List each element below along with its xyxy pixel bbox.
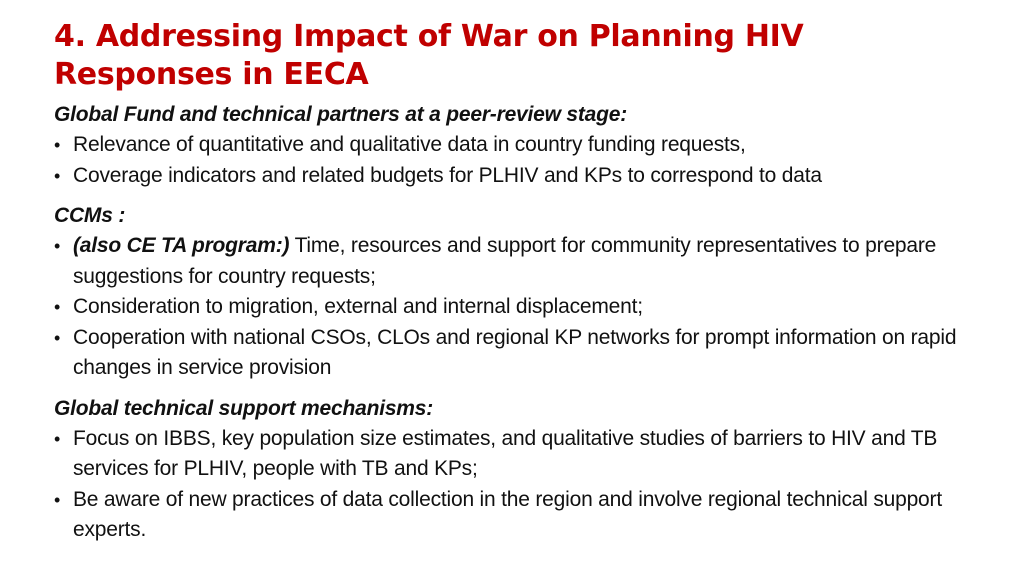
- bullet-item: [54, 130, 984, 161]
- section-heading: Global technical support mechanisms:: [54, 396, 434, 420]
- bullet-icon: •: [54, 428, 61, 449]
- bullet-icon: •: [54, 135, 61, 155]
- bullet-text: Relevance of quantitative and qualitative data in country funding requests,: [73, 133, 746, 156]
- slide-content: [54, 100, 984, 556]
- bullet-icon: •: [54, 327, 61, 348]
- bullet-item: [54, 161, 984, 192]
- bullet-item: [54, 292, 984, 323]
- bullet-item: [54, 323, 984, 384]
- bullet-icon: •: [54, 165, 61, 186]
- slide-title: 4. Addressing Impact of War on Planning HIV Responses in EECA: [54, 19, 804, 92]
- bullet-icon: •: [54, 489, 61, 510]
- bullet-text: Consideration to migration, external and internal displacement;: [73, 295, 643, 318]
- bullet-list: [54, 424, 984, 546]
- bullet-list: [54, 130, 984, 191]
- bullet-item: [54, 485, 984, 546]
- bullet-item: [54, 231, 984, 292]
- bullet-text: Cooperation with national CSOs, CLOs and regional KP networks for prompt information on rapid changes in service provision: [73, 325, 957, 379]
- bullet-lead: (also CE TA program:): [73, 234, 290, 257]
- bullet-text: Coverage indicators and related budgets for PLHIV and KPs to correspond to data: [73, 163, 822, 187]
- section-heading: Global Fund and technical partners at a peer-review stage:: [54, 103, 628, 126]
- bullet-text: Time, resources and support for community representatives to prepare suggestions for country requests;: [73, 234, 937, 288]
- bullet-icon: •: [54, 297, 61, 317]
- section-technical-support: [54, 394, 984, 546]
- section-heading: CCMs :: [54, 204, 126, 227]
- section-global-fund: [54, 100, 984, 191]
- bullet-text: Focus on IBBS, key population size estimates, and qualitative studies of barriers to HIV and TB services for PLHIV, people with TB and KPs;: [73, 426, 938, 480]
- bullet-text: Be aware of new practices of data collection in the region and involve regional technical support experts.: [73, 487, 942, 541]
- section-ccms: [54, 201, 984, 384]
- bullet-item: [54, 424, 984, 485]
- bullet-icon: •: [54, 236, 61, 256]
- bullet-list: [54, 231, 984, 384]
